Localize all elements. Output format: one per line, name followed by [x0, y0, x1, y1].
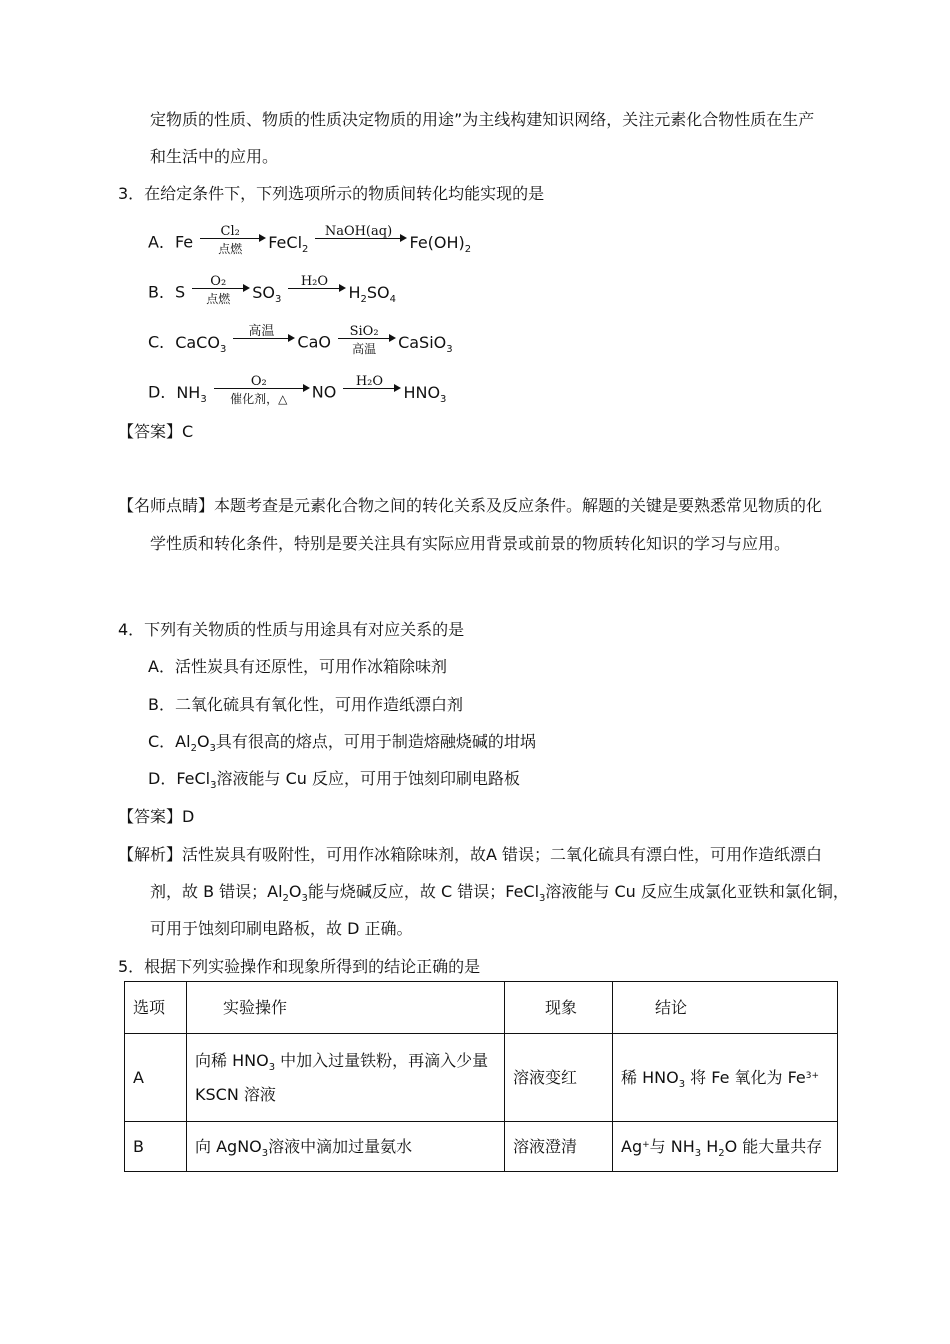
arrow-condition-below: 催化剂，△ [230, 392, 288, 406]
q3-answer: 【答案】C [118, 422, 194, 441]
reaction-arrow [315, 223, 407, 253]
q3-stem: 3．在给定条件下，下列选项所示的物质间转化均能实现的是 [118, 184, 545, 203]
header-option: 选项 [125, 982, 187, 1034]
intro-line-2: 和生活中的应用。 [150, 147, 279, 166]
experiment-table [124, 981, 838, 1172]
arrow-condition-above: Cl₂ [220, 224, 240, 239]
q4-option-c: C．$Al_2O_3$具有很高的熔点，可用于制造熔融烧碱的坩埚 [148, 732, 536, 754]
arrow-condition-above: 高温 [248, 324, 275, 339]
q3-option-c [148, 324, 453, 358]
option-letter: B． [148, 282, 175, 302]
q4-analysis-line-2: 剂，故 B 错误；$Al_2O_3$能与烧碱反应，故 C 错误；FeCl$_3$溶液能与 Cu 反应生成氯化亚铁和氯化铜， [150, 882, 849, 904]
q4-analysis-line-3: 可用于蚀刻印刷电路板，故 D 正确。 [150, 919, 413, 938]
q4-option-b: B．二氧化硫具有氧化性，可用作造纸漂白剂 [148, 695, 463, 714]
species: $HNO_3$ [403, 382, 447, 405]
arrow-condition-above: O₂ [210, 274, 227, 289]
species: FeCl$_2$ [268, 232, 309, 255]
table-row [125, 1034, 838, 1122]
q5-stem: 5．根据下列实验操作和现象所得到的结论正确的是 [118, 957, 481, 976]
q4-stem: 4．下列有关物质的性质与用途具有对应关系的是 [118, 620, 465, 639]
q4-option-a: A．活性炭具有还原性，可用作冰箱除味剂 [148, 657, 447, 676]
q3-option-a [148, 224, 472, 258]
species: CaO [297, 332, 331, 352]
header-phenomenon: 现象 [505, 982, 613, 1034]
cell-operation: 向稀 $HNO_3$ 中加入过量铁粉，再滴入少量 KSCN 溶液 [187, 1034, 505, 1122]
reaction-arrow [192, 273, 250, 306]
cell-phenomenon: 溶液变红 [505, 1034, 613, 1122]
species: $NH_3$ [176, 382, 207, 405]
reaction-arrow [200, 223, 266, 256]
species: $SO_3$ [252, 282, 282, 305]
cell-option: A [125, 1034, 187, 1122]
q3-comment-line-1: 【名师点睛】本题考查是元素化合物之间的转化关系及反应条件。解题的关键是要熟悉常见物质的化 [118, 496, 823, 515]
arrow-condition-above: NaOH(aq) [324, 224, 393, 239]
option-letter: C． [148, 332, 176, 352]
species: NO [311, 382, 337, 402]
q4-option-d: D．FeCl$_3$溶液能与 Cu 反应，可用于蚀刻印刷电路板 [148, 769, 520, 791]
header-operation: 实验操作 [187, 982, 505, 1034]
option-letter: D． [148, 382, 177, 402]
reaction-arrow [288, 273, 346, 303]
arrow-condition-below: 点燃 [206, 292, 231, 306]
q4-analysis-line-1: 【解析】活性炭具有吸附性，可用作冰箱除味剂，故A 错误；二氧化硫具有漂白性，可用作造纸漂白 [118, 845, 823, 864]
table-row [125, 1122, 838, 1172]
header-conclusion: 结论 [613, 982, 838, 1034]
arrow-condition-below: 高温 [352, 342, 377, 356]
table-header-row [125, 982, 838, 1034]
q4-answer: 【答案】D [118, 807, 195, 826]
arrow-condition-below: 点燃 [218, 242, 243, 256]
reaction-arrow [343, 373, 401, 403]
arrow-condition-above: H₂O [355, 374, 384, 389]
q3-comment-line-2: 学性质和转化条件，特别是要关注具有实际应用背景或前景的物质转化知识的学习与应用。 [150, 534, 791, 553]
cell-phenomenon: 溶液澄清 [505, 1122, 613, 1172]
cell-conclusion: Ag+与 $NH_3$ $H_2O$ 能大量共存 [613, 1122, 838, 1172]
species: S [174, 282, 186, 302]
intro-line-1: 定物质的性质、物质的性质决定物质的用途”为主线构建知识网络，关注元素化合物性质在生产 [150, 110, 815, 129]
reaction-arrow [233, 323, 295, 353]
species: Fe [174, 232, 194, 252]
arrow-condition-above: H₂O [300, 274, 329, 289]
arrow-condition-above: O₂ [250, 374, 267, 389]
reaction-arrow [338, 323, 396, 356]
species: CaSiO$_3$ [398, 332, 453, 355]
q3-option-d [148, 374, 447, 408]
q3-option-b [148, 274, 396, 308]
cell-conclusion: 稀 $HNO_3$ 将 Fe 氧化为 $Fe^{3+}$ [613, 1034, 838, 1122]
option-letter: A． [148, 232, 175, 252]
arrow-condition-above: SiO₂ [349, 324, 379, 339]
cell-operation: 向 AgNO$_3$溶液中滴加过量氨水 [187, 1122, 505, 1172]
species: $Fe(OH)_2$ [409, 232, 472, 255]
reaction-arrow [214, 373, 310, 406]
species: CaCO$_3$ [175, 332, 227, 355]
species: $H_2SO_4$ [348, 282, 396, 305]
cell-option: B [125, 1122, 187, 1172]
